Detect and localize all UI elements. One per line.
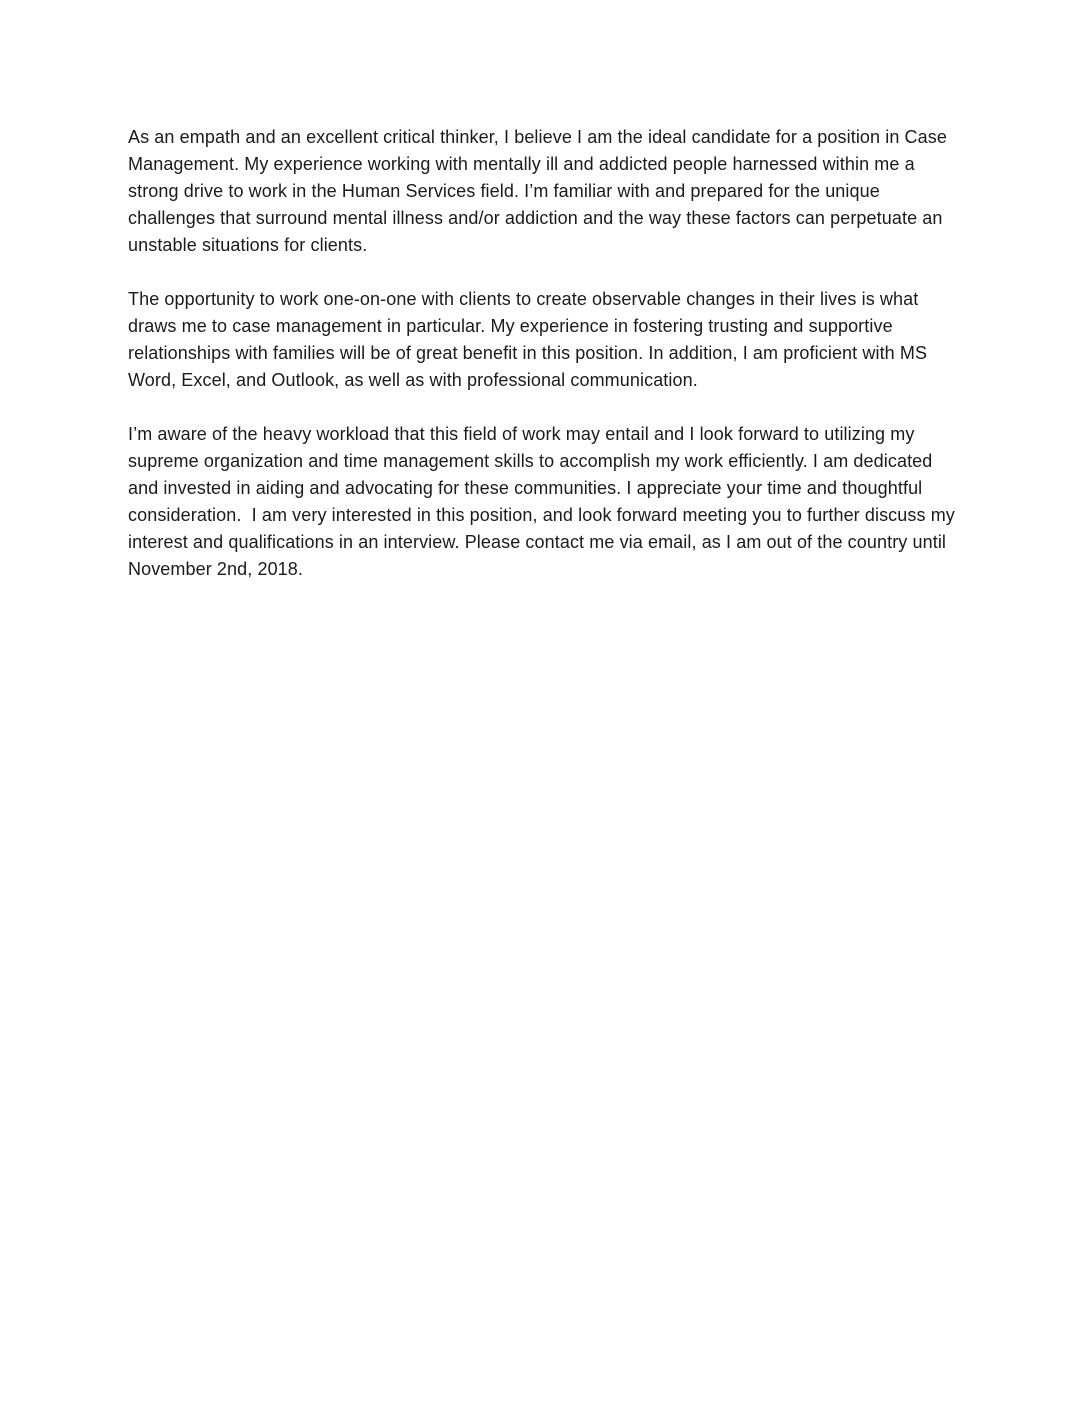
letter-body xyxy=(128,124,960,583)
paragraph-intro: As an empath and an excellent critical thinker, I believe I am the ideal candidate for a position in Case Management. My experience working with mentally ill and addicted people harnessed within me a strong drive to work in the Human Services field. I’m familiar with and prepared for the unique challenges that surround mental illness and/or addiction and the way these factors can perpetuate an unstable situations for clients. xyxy=(128,127,953,255)
paragraph-closing: I’m aware of the heavy workload that this field of work may entail and I look forward to utilizing my supreme organization and time management skills to accomplish my work efficiently. I am dedicated and invested in aiding and advocating for these communities. I appreciate your time and thoughtful consideration. I am very interested in this position, and look forward meeting you to further discuss my interest and qualifications in an interview. Please contact me via email, as I am out of the country until November 2nd, 2018. xyxy=(128,424,960,579)
paragraph-motivation: The opportunity to work one-on-one with clients to create observable changes in their lives is what draws me to case management in particular. My experience in fostering trusting and supportive relationships with families will be of great benefit in this position. In addition, I am proficient with MS Word, Excel, and Outlook, as well as with professional communication. xyxy=(128,289,933,390)
